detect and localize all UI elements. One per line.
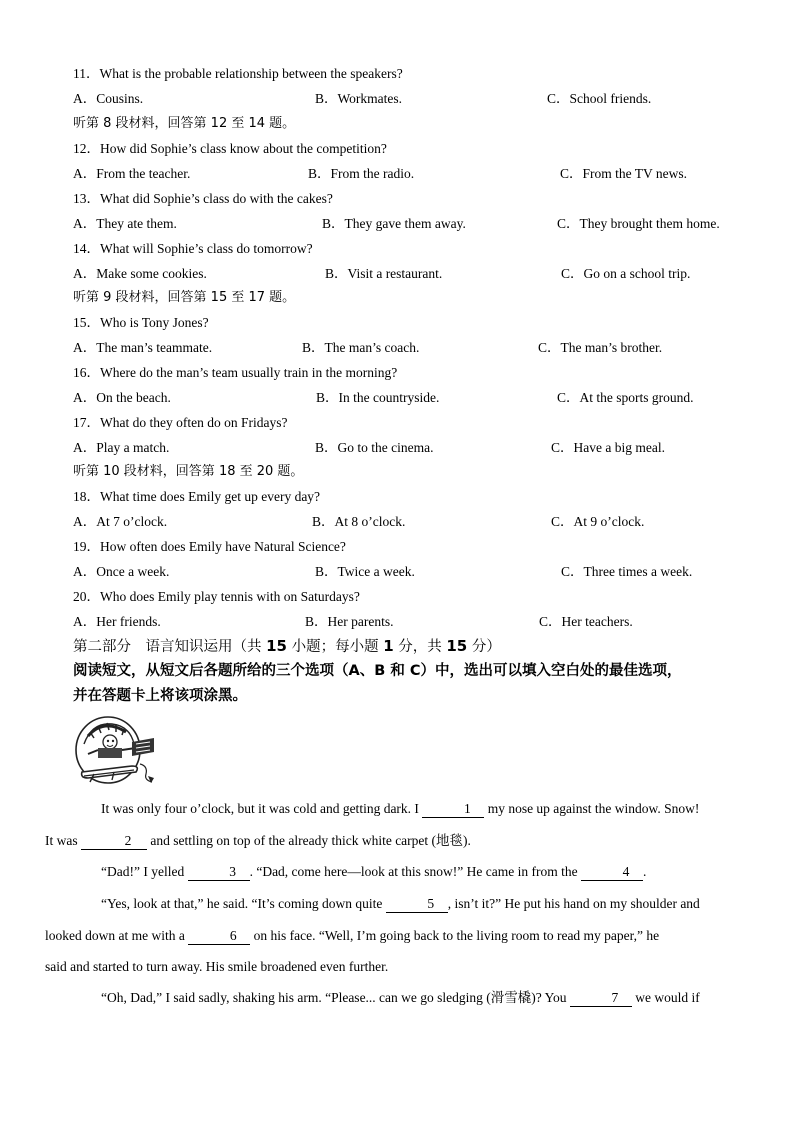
option-15b: B．The man’s coach. (302, 340, 420, 355)
section-9-header: 听第 9 段材料，回答第 15 至 17 题。 (73, 290, 296, 305)
option-19c: C．Three times a week. (561, 564, 693, 579)
option-19b: B．Twice a week. (315, 564, 415, 579)
question-20: 20．Who does Emily play tennis with on Saturdays? (73, 589, 360, 604)
question-15: 15．Who is Tony Jones? (73, 315, 209, 330)
blank-4: 4 (581, 864, 643, 881)
question-16: 16．Where do the man’s team usually train in the morning? (73, 365, 398, 380)
blank-6: 6 (188, 928, 250, 945)
option-16c: C．At the sports ground. (557, 390, 694, 405)
question-11: 11．What is the probable relationship between the speakers? (73, 66, 403, 81)
part2-instruction-2: 并在答题卡上将该项涂黑。 (73, 688, 247, 704)
option-20a: A．Her friends. (73, 614, 161, 629)
blank-1: 1 (422, 801, 484, 818)
section-8-header: 听第 8 段材料，回答第 12 至 14 题。 (73, 116, 296, 131)
part2-instruction-1: 阅读短文，从短文后各题所给的三个选项（A、B 和 C）中，选出可以填入空白处的最佳选项， (73, 663, 682, 679)
option-11c: C．School friends. (547, 91, 652, 106)
blank-3: 3 (188, 864, 250, 881)
option-17a: A．Play a match. (73, 440, 170, 455)
blank-7: 7 (570, 990, 632, 1007)
option-17c: C．Have a big meal. (551, 440, 665, 455)
option-18a: A．At 7 o’clock. (73, 514, 168, 529)
option-14a: A．Make some cookies. (73, 266, 207, 281)
option-20b: B．Her parents. (305, 614, 394, 629)
passage-paragraph-1: It was only four o’clock, but it was cold and getting dark. I 1 my nose up against the window. Snow! It was 2 and settling on top of the already thick white carpet (地毯). (45, 801, 700, 848)
option-11b: B．Workmates. (315, 91, 403, 106)
option-14b: B．Visit a restaurant. (325, 266, 443, 281)
option-13c: C．They brought them home. (557, 216, 720, 231)
passage-paragraph-4: “Oh, Dad,” I said sadly, shaking his arm. “Please... can we go sledging (滑雪橇)? You 7 we would if (101, 990, 700, 1005)
option-16b: B．In the countryside. (316, 390, 440, 405)
question-13: 13．What did Sophie’s class do with the cakes? (73, 191, 333, 206)
section-10-header: 听第 10 段材料，回答第 18 至 20 题。 (73, 464, 304, 479)
question-18: 18．What time does Emily get up every day? (73, 489, 321, 504)
part2-title: 第二部分 语言知识运用（共 15 小题；每小题 1 分，共 15 分） (73, 637, 501, 655)
option-18c: C．At 9 o’clock. (551, 514, 645, 529)
option-20c: C．Her teachers. (539, 614, 633, 629)
option-11a: A．Cousins. (73, 91, 144, 106)
option-13a: A．They ate them. (73, 216, 177, 231)
option-15c: C．The man’s brother. (538, 340, 663, 355)
option-15a: A．The man’s teammate. (73, 340, 213, 355)
option-12c: C．From the TV news. (560, 166, 688, 181)
option-13b: B．They gave them away. (322, 216, 466, 231)
option-16a: A．On the beach. (73, 390, 171, 405)
question-19: 19．How often does Emily have Natural Science? (73, 539, 346, 554)
question-12: 12．How did Sophie’s class know about the competition? (73, 141, 387, 156)
passage-paragraph-3: “Yes, look at that,” he said. “It’s coming down quite 5 , isn’t it?” He put his hand on my shoulder and looked down at me with a 6 on his face. “Well, I’m going back to the living room to read my paper,” he said and started to turn away. His smile broadened even further. (45, 896, 700, 974)
sledging-illustration (74, 714, 160, 790)
option-18b: B．At 8 o’clock. (312, 514, 406, 529)
option-19a: A．Once a week. (73, 564, 170, 579)
option-12a: A．From the teacher. (73, 166, 191, 181)
passage-paragraph-2: “Dad!” I yelled 3 . “Dad, come here—look at this snow!” He came in from the 4 . (101, 864, 647, 879)
option-14c: C．Go on a school trip. (561, 266, 691, 281)
question-14: 14．What will Sophie’s class do tomorrow? (73, 241, 313, 256)
blank-2: 2 (81, 833, 147, 850)
option-12b: B．From the radio. (308, 166, 415, 181)
blank-5: 5 (386, 896, 448, 913)
option-17b: B．Go to the cinema. (315, 440, 434, 455)
question-17: 17．What do they often do on Fridays? (73, 415, 288, 430)
